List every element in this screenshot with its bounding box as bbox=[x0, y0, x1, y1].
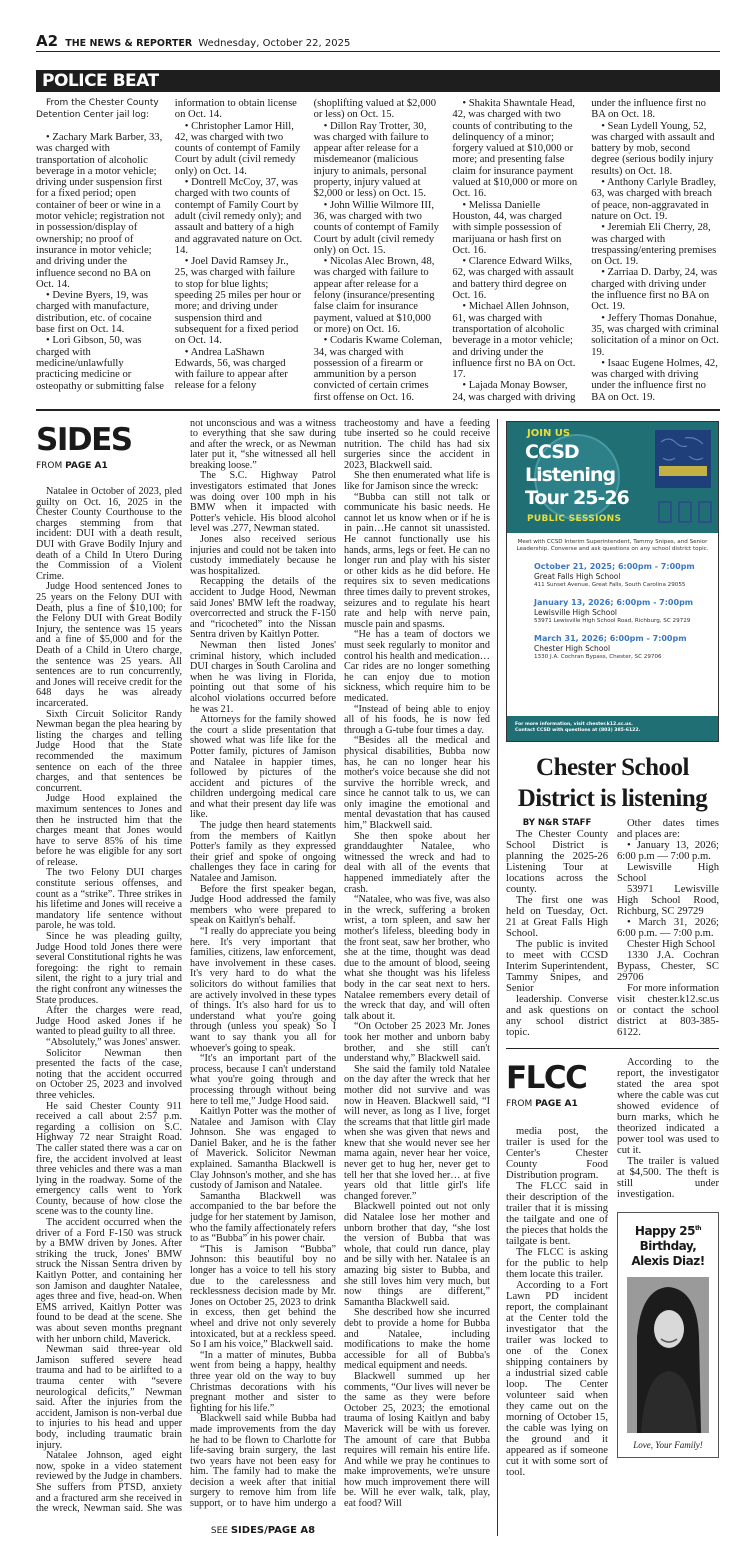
police-entry-list bbox=[36, 98, 720, 403]
chester-paragraph: 53971 Lewisville High School Rood, Richburg, SC 29729 bbox=[617, 883, 719, 917]
chester-paragraph: The public is invited to meet with CCSD Interim Superintendent, Tammy Snipes, and Senior bbox=[506, 938, 608, 994]
police-beat-body bbox=[36, 98, 720, 403]
sides-paragraph: He said Chester County 911 received a call about 2:57 p.m. regarding a collision on S.C. Highway 72 near Straight Road. The caller stated there was a car on fire, the accident involved at least three vehicles and there was a man lying in the roadway. Some of the emergency calls went to York County, because of how close the scene was to the county line. bbox=[36, 1100, 182, 1218]
police-entry: • Codaris Kwame Coleman, 34, was charged with possession of a firearm or ammunition by a person convicted of certain crimes first offense on Oct. 16. bbox=[314, 335, 443, 403]
flcc-paragraph: According to the report, the investigator stated the area spot where the cable was cut showed evidence of burn marks, which he theorized indicated a power tool was used to cut it. bbox=[617, 1057, 719, 1157]
chester-paragraph: Lewisville High School bbox=[617, 861, 719, 884]
byline: BY N&R STAFF bbox=[522, 817, 592, 828]
from-page: PAGE A1 bbox=[535, 1099, 578, 1110]
chester-paragraph: The Chester County School District is planning the 2025-26 Listening Tour at locations across the county. bbox=[506, 828, 608, 895]
flcc-paragraph: The trailer is valued at $4,500. The theft is still under investigation. bbox=[617, 1156, 719, 1201]
see-label: SEE bbox=[210, 1525, 228, 1536]
world-map-icon bbox=[655, 430, 711, 488]
chalkboard-icon bbox=[655, 430, 711, 488]
sides-paragraph: Natalee Johnson, aged eight now, spoke in a video statement reviewed by the Judge in chambers. She suffers from PTSD, anxiety and a fractured arm she received in the wreck, Newman said. She was not unconscious and was a witness to everything that she saw during and after the wreck, or as Newman later put it, “she witnessed all hell breaking loose.” bbox=[36, 417, 336, 1515]
chester-paragraph-list bbox=[506, 818, 719, 1038]
sides-paragraph: The S.C. Highway Patrol investigators estimated that Jones was doing over 100 mph in his BMW when it impacted with Potter's vehicle. His blood alcohol level was .277, Newman stated. bbox=[190, 470, 336, 535]
sides-paragraph: Kaitlyn Potter was the mother of Natalee and Jamison with Clay Johnson. She was engaged to Daniel Baker, and he is the father of Maverick. Solicitor Newman explained. Samantha Blackwell is Clay Johnson's mother, and she has custody of Jamison and Natalee. bbox=[190, 1106, 336, 1192]
flcc-jump-from bbox=[506, 1099, 608, 1110]
birthday-signoff: Love, Your Family! bbox=[633, 1440, 703, 1451]
flcc-kicker: FLCC bbox=[506, 1060, 587, 1097]
ad-session bbox=[534, 562, 714, 589]
police-entry: • Anthony Carlyle Bradley, 63, was charged with breach of peace, non-aggravated in nature on Oct. 19. bbox=[591, 177, 720, 222]
page-header bbox=[36, 33, 720, 52]
sides-paragraph: The accident occurred when the driver of a Ford F-150 was struck by a BMW driven by Jones. After striking the truck, Jones' BMW struck the Nissan Sentra driven by Kaitlyn Potter, and containing her son Jamison and daughter Natalee, ages three and five, head-on. When EMS arrived, Kaitlyn Potter was found to be dead at the scene. She was about seven months pregnant with her unborn child, Maverick. bbox=[36, 1217, 182, 1345]
police-entry: • Melissa Danielle Houston, 44, was charged with simple possession of marijuana or hash first on Oct. 16. bbox=[452, 200, 581, 256]
ad-subtitle: PUBLIC SESSIONS bbox=[527, 513, 622, 524]
sides-paragraph: “Natalee, who was five, was also in the wreck, suffering a broken wrist, a torn spleen, and saw her mother's lifeless, bleeding body in the front seat, saw her brother, who she at the time, thought was dead due to the amount of blood, seeing what she thought was his lifeless body in the car seat next to hers. Natalee remembers every detail of the wreck that day, and will often talk about it. bbox=[344, 894, 490, 1022]
police-entry: • Michael Allen Johnson, 61, was charged with transportation of alcoholic beverage in a motor vehicle; and driving under the influence first no BA on Oct. 17. bbox=[452, 301, 581, 380]
ad-join-us: JOIN US bbox=[527, 427, 571, 439]
session-date: October 21, 2025; 6:00pm - 7:00pm bbox=[534, 561, 695, 571]
birthday-photo bbox=[627, 1277, 709, 1433]
sides-paragraph: “Absolutely,” was Jones' answer. bbox=[46, 1036, 181, 1048]
police-entry: • Shakita Shawntale Head, 42, was charged with two counts of contributing to the delinquency of a minor; forgery valued at $10,000 or more; and presenting false claim for insurance payment valued at $10,000 or more on Oct. 16. bbox=[452, 98, 581, 200]
chester-paragraph: 1330 J.A. Cochran Bypass, Chester, SC 29706 bbox=[617, 949, 719, 983]
police-entry: • Andrea LaShawn Edwards, 56, was charged with failure to appear after release for a felony (shoplifting valued at $2,000 or less) on Oct. 15. bbox=[175, 98, 443, 403]
sides-paragraph: She then enumerated what life is like for Jamison since the wreck: bbox=[344, 470, 490, 493]
sides-paragraph: She said the family told Natalee on the day after the wreck that her mother did not survive and was now in Heaven. Blackwell said, “I will never, as long as I live, forget the screams that that little girl made when she was given that news and knew that she would never see her mama again, never hear her voice, never get to hug her, never get to tell her that she loved her… at five years old that little girl's life changed forever.” bbox=[344, 1063, 490, 1202]
flcc-article bbox=[506, 1057, 719, 1478]
session-date: January 13, 2026; 6:00pm - 7:00pm bbox=[534, 597, 694, 607]
sides-column-group bbox=[36, 419, 490, 1536]
sides-paragraph: After the charges were read, Judge Hood asked Jones if he wanted to plead guilty to all three. bbox=[36, 1005, 182, 1038]
sides-paragraph: “On October 25 2023 Mr. Jones took her mother and unborn baby brother, and she still can't understand why,” Blackwell said. bbox=[344, 1021, 490, 1065]
sides-paragraph: Newman then listed Jones' criminal history, which included DUI charges in South Carolina and when he was living in Florida, pointing out that some of his alcohol violations occurred before he was 21. bbox=[190, 639, 336, 715]
police-entry: • Dontrell McCoy, 37, was charged with two counts of contempt of Family Court by adult (civil remedy only); and assault and battery of a high and aggravated nature on Oct. 14. bbox=[175, 177, 304, 256]
flcc-paragraph: The FLCC is asking for the public to help them locate this trailer. bbox=[506, 1247, 608, 1281]
sides-paragraph: “Instead of being able to enjoy all of his foods, he is now fed through a G-tube four times a day. bbox=[344, 703, 490, 736]
ad-banner bbox=[507, 422, 718, 533]
ad-session bbox=[534, 634, 714, 661]
session-school: Lewisville High School bbox=[534, 607, 617, 617]
ad-title-line2: Listening bbox=[525, 463, 616, 486]
police-entry: • Nicolas Alec Brown, 48, was charged with failure to appear after release for a felony (insurance/presenting false claim for insurance payment, valued at $10,000 or more) on Oct. 16. bbox=[314, 256, 443, 335]
sides-paragraph: Blackwell said while Bubba had made improvements from the day he had to be flown to Charlotte for life-saving brain surgery, the last two years have not been easy for him. The family had to make the decision a week after that initial surgery to remove him from life support, or to have him undergo a tracheostomy and have a feeding tube inserted so he could receive nutrition. The child has had six surgeries since the accident in 2023, Blackwell said. bbox=[190, 417, 490, 1510]
police-entry: • Devine Byers, 19, was charged with manufacture, distribution, etc. of cocaine base first on Oct. 14. bbox=[36, 290, 165, 335]
sides-jump-from bbox=[36, 461, 182, 472]
ad-footer-contact: Contact CCSD with questions at (803) 385-6122. bbox=[515, 728, 641, 734]
flcc-paragraph: According to a Fort Lawn PD incident report, the complainant at the Center told the investigator that the trailer was locked to one of the Conex shipping containers by a industrial sized cable loop. The Center volunteer said when they came out on the morning of October 15, the cable was lying on the ground and it appeared as if someone cut it with some sort of tool. bbox=[506, 1280, 608, 1479]
chester-paragraph: leadership. Converse and ask questions on any school district topic. bbox=[506, 993, 608, 1038]
ad-title-line1: CCSD bbox=[525, 440, 579, 463]
from-page: PAGE A1 bbox=[65, 460, 108, 471]
ad-description: Meet with CCSD Interim Superintendent, Tammy Snipes, and Senior Leadership. Converse and ask questions on any school district topic. bbox=[516, 538, 709, 552]
chester-paragraph: • January 13, 2026; 6:00 p.m — 7:00 p.m. bbox=[617, 839, 719, 862]
birthday-line1: Happy 25 bbox=[634, 1224, 695, 1239]
newspaper-page bbox=[36, 33, 720, 1566]
sides-jump-link[interactable] bbox=[36, 1525, 490, 1536]
page-number: A2 bbox=[36, 32, 59, 50]
police-entry: • Zarriaa D. Darby, 24, was charged with driving under the influence first no BA on Oct. 19. bbox=[591, 267, 720, 312]
sides-paragraph: “It's an important part of the process, because I can't understand what you're going through and processing through without being here to tell me,” Judge Hood said. bbox=[190, 1053, 336, 1107]
right-column bbox=[506, 421, 719, 1479]
portrait-icon bbox=[627, 1277, 709, 1433]
newspaper-name: THE NEWS & REPORTER bbox=[65, 38, 193, 49]
sides-paragraph: Attorneys for the family showed the court a slide presentation that showed what was life like for the Potter family, pictures of Jamison and Natalee in happier times, followed by pictures of the accident and pictures of the children undergoing medical care and what their present day life was like. bbox=[190, 714, 336, 821]
sides-paragraph: Samantha Blackwell was accompanied to the bar before the judge for her statement by Jamison, who the family affectionately refers to as “Bubba” in his power chair. bbox=[190, 1190, 336, 1245]
session-address: 53971 Lewisville High School Road, Richburg, SC 29729 bbox=[534, 617, 691, 624]
police-entry: • Lori Gibson, 50, was charged with medicine/unlawfully practicing medicine or osteopathy or submitting false information to obtain license on Oct. 14. bbox=[36, 98, 304, 403]
sides-paragraph: The judge then heard statements from the members of Kaitlyn Potter's family as they expressed their grief and spoke of ongoing challenges they face in caring for Natalee and Jamison. bbox=[190, 820, 336, 885]
from-label: FROM bbox=[506, 1099, 533, 1110]
police-entry: • Jeffery Thomas Donahue, 35, was charged with criminal solicitation of a minor on Oct. 19. bbox=[591, 313, 720, 358]
police-entry: • Sean Lydell Young, 52, was charged with assault and battery by mob, second degree (serious bodily injury results) on Oct. 18. bbox=[591, 121, 720, 177]
police-beat-intro: From the Chester County Detention Center jail log: bbox=[36, 98, 159, 120]
lower-section bbox=[36, 419, 720, 1536]
flcc-paragraph: media post, the trailer is used for the Center's Chester County Food Distribution program. bbox=[506, 1126, 608, 1182]
sides-paragraph: Judge Hood explained the maximum sentences to Jones and then he instructed him that the charges meant that Jones would have to serve 85% of his time before he was eligible for any sort of release. bbox=[36, 793, 182, 868]
from-label: FROM bbox=[36, 460, 63, 471]
ad-session bbox=[534, 598, 714, 625]
police-entry: • Jeremiah Eli Cherry, 28, was charged with trespassing/entering premises on Oct. 19. bbox=[591, 222, 720, 267]
ccsd-listening-tour-ad bbox=[506, 421, 719, 742]
sides-paragraph-list bbox=[36, 419, 490, 1515]
police-entry: • Zachary Mark Barber, 33, was charged with transportation of alcoholic beverage in a motor vehicle; driving under suspension first for a fixed period; open container of beer or wine in a motor vehicle; registration not in possession/display of ownership; no proof of insurance in motor vehicle; and driving under the influence second no BA on Oct. 14. bbox=[36, 132, 165, 290]
chester-headline: Chester School District is listening bbox=[517, 753, 708, 812]
police-entry: • Christopher Lamor Hill, 42, was charged with two counts of contempt of Family Court by adult (civil remedy only) on Oct. 14. bbox=[175, 121, 304, 177]
police-entry: • Joel David Ramsey Jr., 25, was charged with failure to stop for blue lights; speeding 25 miles per hour or more; and driving under suspension third and subsequent for a fixed period on Oct. 14. bbox=[175, 256, 304, 346]
sides-paragraph: “In a matter of minutes, Bubba went from being a happy, healthy three year old on the way to buy Christmas decorations with his pregnant mother and sister to fighting for his life.” bbox=[190, 1349, 336, 1414]
sides-paragraph: Sixth Circuit Solicitor Randy Newman began the plea hearing by listing the charges and telling Judge Hood that the State recommended the maximum sentence on each of the three charges, and that sentences be concurrent. bbox=[36, 708, 182, 794]
section-divider bbox=[36, 409, 720, 411]
sides-paragraph: Blackwell pointed out not only did Natalee lose her mother and unborn brother that day, “she lost the version of Bubba that was whole, that could run dance, play and be silly with her. Natalee is an amazing big sister to Bubba, and she still loves him very much, but now things are different,” Samantha Blackwell said. bbox=[344, 1201, 490, 1308]
sides-paragraph: Natalee in October of 2023, pled guilty on Oct. 16, 2025 in the Chester County Courthouse to the charges stemming from that incident: DUI with a death result, DUI with Grave Bodily Injury and death of a Child In Utero During the Commission of a Violent Crime. bbox=[36, 486, 182, 582]
session-date: March 31, 2026; 6:00pm - 7:00pm bbox=[534, 633, 687, 643]
sides-paragraph: Before the first speaker began, Judge Hood addressed the family members who were prepared to speak on Kaitlyn's behalf. bbox=[190, 883, 336, 927]
birthday-ad bbox=[617, 1212, 719, 1458]
sides-paragraph: “This is Jamison “Bubba” Johnson: this beautiful boy no longer has a voice to tell his story due to the carelessness and recklessness decision made by Mr. Jones on October 25, 2023 to drink in excess, then get behind the wheel and drive not only severely intoxicated, but at a reckless speed. So I am his voice,” Blackwell said. bbox=[190, 1243, 336, 1351]
sides-paragraph: She then spoke about her granddaughter Natalee, who witnessed the wreck and had to deal with all of the events that happened immediately after the crash. bbox=[344, 830, 490, 895]
ordinal-suffix: th bbox=[694, 1225, 702, 1233]
ad-title-line3: Tour 25-26 bbox=[525, 486, 629, 509]
session-address: 1330 J.A. Cochran Bypass, Chester, SC 29706 bbox=[534, 653, 662, 660]
chester-article bbox=[506, 818, 719, 1038]
sides-kicker: SIDES bbox=[36, 421, 132, 458]
sides-article bbox=[36, 419, 490, 1515]
session-school: Great Falls High School bbox=[534, 571, 621, 581]
ad-footer-info: For more information, visit chester.k12.sc.us. bbox=[515, 721, 633, 727]
sides-paragraph: Blackwell summed up her comments, “Our lives will never be the same as they were before October 25, 2023; the emotional trauma of losing Kaitlyn and baby Maverick will be with us forever. The amount of care that Bubba requires will remain his entire life. And while we pray he continues to make improvements, we're unsure how much improvement there will be. Will he ever walk, talk, play, eat food? Will bbox=[344, 1370, 490, 1510]
sides-paragraph: “He has a team of doctors we must seek regularly to monitor and control his health and medication… Car rides are no longer something he can enjoy due to motion sickness, which require him to be medicated. bbox=[344, 629, 490, 704]
sides-paragraph: Recapping the details of the accident to Judge Hood, Newman said Jones' BMW left the roadway, overcorrected and struck the F-150 and “ricocheted” into the Nissan Sentra driven by Kaitlyn Potter. bbox=[190, 576, 336, 641]
police-entry: • John Willie Wilmore III, 36, was charged with two counts of contempt of Family Court by adult (civil remedy only) on Oct. 15. bbox=[314, 200, 443, 256]
chester-paragraph: The first one was held on Tuesday, Oct. 21 at Great Falls High School. bbox=[506, 894, 608, 939]
sides-paragraph: Since he was pleading guilty, Judge Hood told Jones there were several Constitutional rights he was foregoing: the right to remain silent, the right to a jury trial and the right confront any witnesses the State produces. bbox=[36, 931, 182, 1006]
column-divider bbox=[497, 419, 498, 1536]
chester-paragraph: Other dates times and places are: bbox=[617, 817, 719, 840]
birthday-line3: Alexis Diaz! bbox=[631, 1254, 705, 1269]
see-page: SIDES/PAGE A8 bbox=[230, 1524, 316, 1536]
session-school: Chester High School bbox=[534, 643, 611, 653]
police-entry: • Clarence Edward Wilks, 62, was charged with assault and battery third degree on Oct. 16. bbox=[452, 256, 581, 301]
police-entry: • Dillon Ray Trotter, 30, was charged with failure to appear after release for a misdemeanor (malicious injury to animals, personal property, injury valued at $2,000 or less) on Oct. 15. bbox=[314, 121, 443, 200]
sides-paragraph: “I really do appreciate you being here. It's very important that families, citizens, law enforcement, have involvement in these cases. It's very hard to do what the solicitors do without families that are actively involved in these types of things. It's also hard for us to understand what you're going through (unless you speak) So I want to say thank you all for whoever's going to speak. bbox=[190, 926, 336, 1054]
sides-paragraph: Jones also received serious injuries and could not be taken into custody immediately because he was hospitalized. bbox=[190, 534, 336, 577]
section-divider bbox=[506, 1048, 719, 1050]
sides-paragraph: She described how she incurred debt to provide a home for Bubba and Natalee, including modifications to make the home accessible for all of Bubba's medical equipment and needs. bbox=[344, 1307, 490, 1372]
session-address: 411 Sunset Avenue, Great Falls, South Carolina 29055 bbox=[534, 581, 686, 588]
chester-paragraph: Chester High School bbox=[627, 938, 716, 950]
police-entry: • Lajada Monay Bowser, 24, was charged with driving under the influence first no BA on Oct. 18. bbox=[452, 98, 720, 403]
police-entry: • Isaac Eugene Holmes, 42, was charged with driving under the influence first no BA on Oct. 19. bbox=[591, 358, 720, 403]
birthday-line2: Birthday, bbox=[639, 1239, 697, 1254]
birthday-heading bbox=[618, 1221, 718, 1269]
sides-paragraph: “Besides all the medical and physical disabilities, Bubba now has, he can no longer hear his mother's voice because she did not survive the horrible wreck, and since he cannot talk to us, we can only imagine the emotional and mental devastation that has caused him,” Blackwell said. bbox=[344, 735, 490, 832]
sides-paragraph: The two Felony DUI charges constitute serious offenses, and count as a “strike”. Three strikes in his lifetime and Jones will receive a mandatory life sentence without parole, he was told. bbox=[36, 867, 182, 932]
desks-icon bbox=[657, 494, 713, 530]
chester-paragraph: • March 31, 2026; 6:00 p.m. — 7:00 p.m. bbox=[617, 916, 719, 939]
flcc-paragraph: The FLCC said in their description of the trailer that it is missing the tailgate and one of the pieces that holds the tailgate is bent. bbox=[506, 1181, 608, 1248]
ad-footer bbox=[507, 716, 718, 741]
issue-date: Wednesday, October 22, 2025 bbox=[198, 38, 351, 49]
sides-paragraph: “Bubba can still not talk or communicate his basic needs. He cannot let us know when or if he is in pain…He cannot sit unassisted. He cannot functionally use his hands, arms, legs or feet. He can no longer run and play with his sister or other kids as he did before. He requires six to seven medications three times daily to prevent strokes, seizures and to regulate his heart rate and help with nerve pain, muscle pain and spasms. bbox=[344, 491, 490, 630]
police-beat-title: POLICE BEAT bbox=[36, 70, 720, 92]
chester-paragraph: For more information visit chester.k12.sc.us or contact the school district at 803-385-6122. bbox=[617, 982, 719, 1038]
sides-paragraph: Judge Hood sentenced Jones to 25 years on the Felony DUI with Death, plus a fine of $10,100; for the Felony DUI with Great Bodily Injury, the sentence was 15 years and a fine of $5,000 and for the Death of a Child in Utero charge, the sentence was 25 years. All sentences are to run concurrently, and Jones will receive credit for the 648 days he was already incarcerated. bbox=[36, 581, 182, 709]
sides-paragraph: Newman said three-year old Jamison suffered severe head trauma and had to be airlifted to a trauma center with “severe neurological deficits,” Newman said. After the injuries from the accident, Jamison is non-verbal due to injuries to his head and upper body, including traumatic brain injury. bbox=[36, 1344, 182, 1451]
sides-paragraph: Solicitor Newman then presented the facts of the case, noting that the accident occurred on October 25, 2023 and involved three vehicles. bbox=[36, 1047, 182, 1101]
